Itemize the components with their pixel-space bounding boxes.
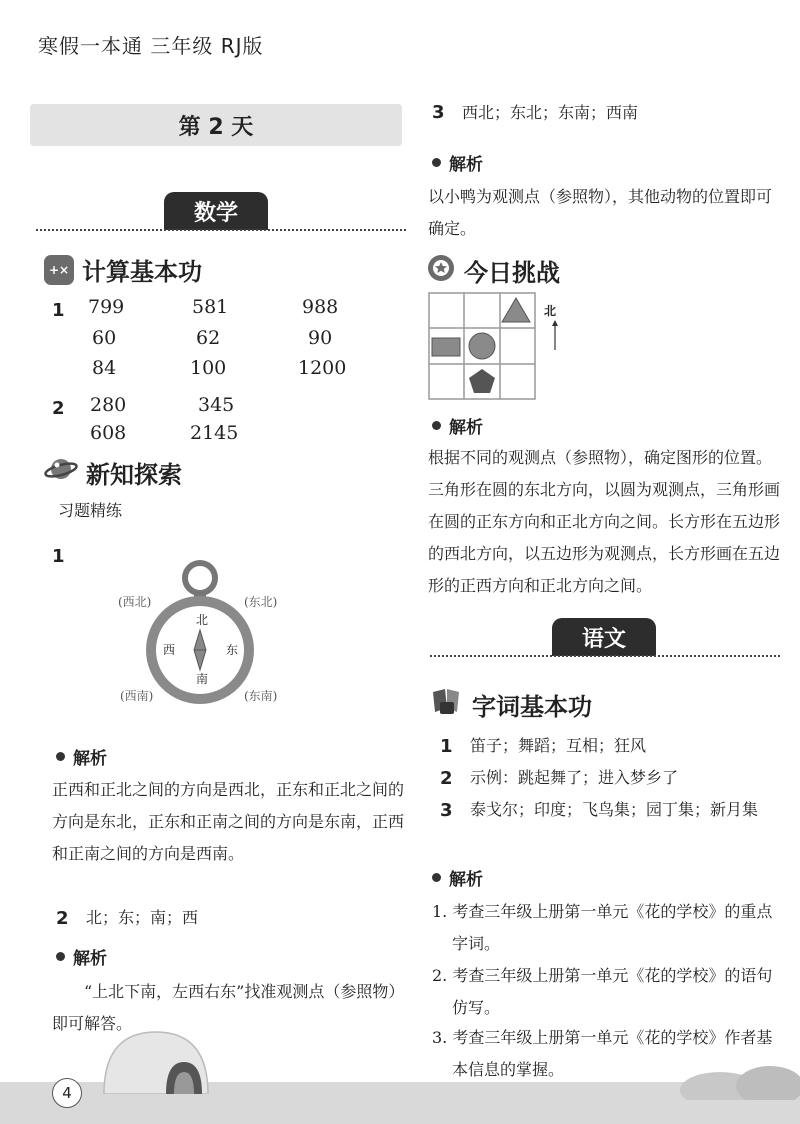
analysis-label [432, 865, 483, 890]
calc-answer: 345 [198, 394, 235, 416]
answer-text: 笛子；舞蹈；互相；狂风 [470, 736, 647, 755]
question-number: 2 [440, 768, 453, 789]
question-number: 2 [52, 398, 65, 419]
day-title: 第 2 天 [30, 104, 402, 146]
words-section-title [430, 686, 592, 722]
analysis-label [56, 744, 107, 769]
explore-title-text: 新知探索 [86, 460, 182, 489]
analysis-text: 正西和正北之间的方向是西北，正东和正北之间的方向是东北，正东和正南之间的方向是东南，正西和正南之间的方向是西南。 [52, 780, 405, 863]
calc-answer: 799 [88, 296, 125, 318]
analysis-label-text: 解析 [449, 870, 483, 890]
divider [430, 655, 780, 657]
compass-west: 西 [163, 643, 176, 657]
calc-answer: 280 [90, 394, 127, 416]
exercise-subtitle: 习题精练 [58, 501, 123, 520]
bullet-icon [432, 158, 441, 167]
question-number: 3 [432, 102, 445, 123]
calc-answer: 62 [196, 327, 221, 349]
planet-icon [44, 454, 78, 490]
compass-southwest-label: (西南) [120, 689, 154, 703]
question-number: 1 [52, 300, 65, 321]
question-number: 2 [56, 908, 69, 929]
calc-answer: 1200 [298, 357, 347, 379]
calculator-icon: +× [44, 255, 74, 285]
calc-answer: 84 [92, 357, 117, 379]
question-number: 1 [52, 546, 65, 567]
words-title-text: 字词基本功 [472, 692, 592, 721]
north-arrow-icon [549, 320, 561, 350]
challenge-section-title [426, 252, 560, 288]
book-header-title: 寒假一本通 三年级 RJ版 [38, 34, 264, 58]
calc-title-text: 计算基本功 [82, 258, 202, 286]
analysis-label-text: 解析 [449, 155, 483, 175]
question-number: 3 [440, 800, 453, 821]
analysis-item: 3. 考查三年级上册第一单元《花的学校》作者基本信息的掌握。 [432, 1028, 773, 1079]
analysis-text: “上北下南，左西右东”找准观测点（参照物）即可解答。 [52, 982, 397, 1033]
analysis-label-text: 解析 [73, 949, 107, 969]
position-grid [428, 292, 536, 400]
answer-text: 泰戈尔；印度；飞鸟集；园丁集；新月集 [470, 800, 759, 819]
compass-southeast-label: (东南) [244, 689, 278, 703]
analysis-label-text: 解析 [73, 749, 107, 769]
calc-section-title [44, 252, 202, 287]
analysis-item: 2. 考查三年级上册第一单元《花的学校》的语句仿写。 [432, 966, 773, 1017]
compass-south: 南 [196, 672, 209, 686]
answer-text: 西北；东北；东南；西南 [462, 103, 639, 122]
chinese-subject-tab: 语文 [552, 618, 656, 656]
bullet-icon [432, 873, 441, 882]
analysis-label-text: 解析 [449, 418, 483, 438]
question-number: 1 [440, 736, 453, 757]
calc-answer: 90 [308, 327, 333, 349]
north-label: 北 [544, 304, 557, 318]
page-number: 4 [52, 1078, 82, 1108]
calc-answer: 988 [302, 296, 339, 318]
calc-answer: 100 [190, 357, 227, 379]
analysis-label [432, 413, 483, 438]
compass-northwest-label: (西北) [118, 595, 152, 609]
challenge-title-text: 今日挑战 [464, 258, 560, 287]
cloud-decoration [680, 1060, 800, 1100]
book-icon [430, 686, 464, 722]
answer-text: 示例：跳起舞了；进入梦乡了 [470, 768, 679, 787]
bullet-icon [56, 952, 65, 961]
bullet-icon [432, 421, 441, 430]
analysis-label [432, 150, 483, 175]
math-subject-tab: 数学 [164, 192, 268, 230]
calc-answer: 581 [192, 296, 229, 318]
medal-icon [426, 252, 456, 288]
igloo-decoration [96, 1024, 216, 1094]
calc-answer: 608 [90, 422, 127, 444]
explore-section-title [44, 454, 182, 490]
analysis-item: 1. 考查三年级上册第一单元《花的学校》的重点字词。 [432, 902, 773, 953]
analysis-text: 以小鸭为观测点（参照物），其他动物的位置即可确定。 [428, 187, 773, 238]
answer-text: 北；东；南；西 [86, 908, 199, 927]
calc-answer: 60 [92, 327, 117, 349]
analysis-text: 根据不同的观测点（参照物），确定图形的位置。三角形在圆的东北方向，以圆为观测点，三角形画在圆的正东方向和正北方向之间。长方形在五边形的西北方向，以五边形为观测点，长方形画在五边形的正西方向和正北方向之间。 [428, 448, 781, 595]
compass-east: 东 [226, 643, 239, 657]
bullet-icon [56, 752, 65, 761]
compass-north: 北 [196, 613, 209, 627]
analysis-label [56, 944, 107, 969]
calc-answer: 2145 [190, 422, 239, 444]
compass-northeast-label: (东北) [244, 595, 278, 609]
divider [36, 229, 406, 231]
compass-figure [110, 558, 330, 708]
